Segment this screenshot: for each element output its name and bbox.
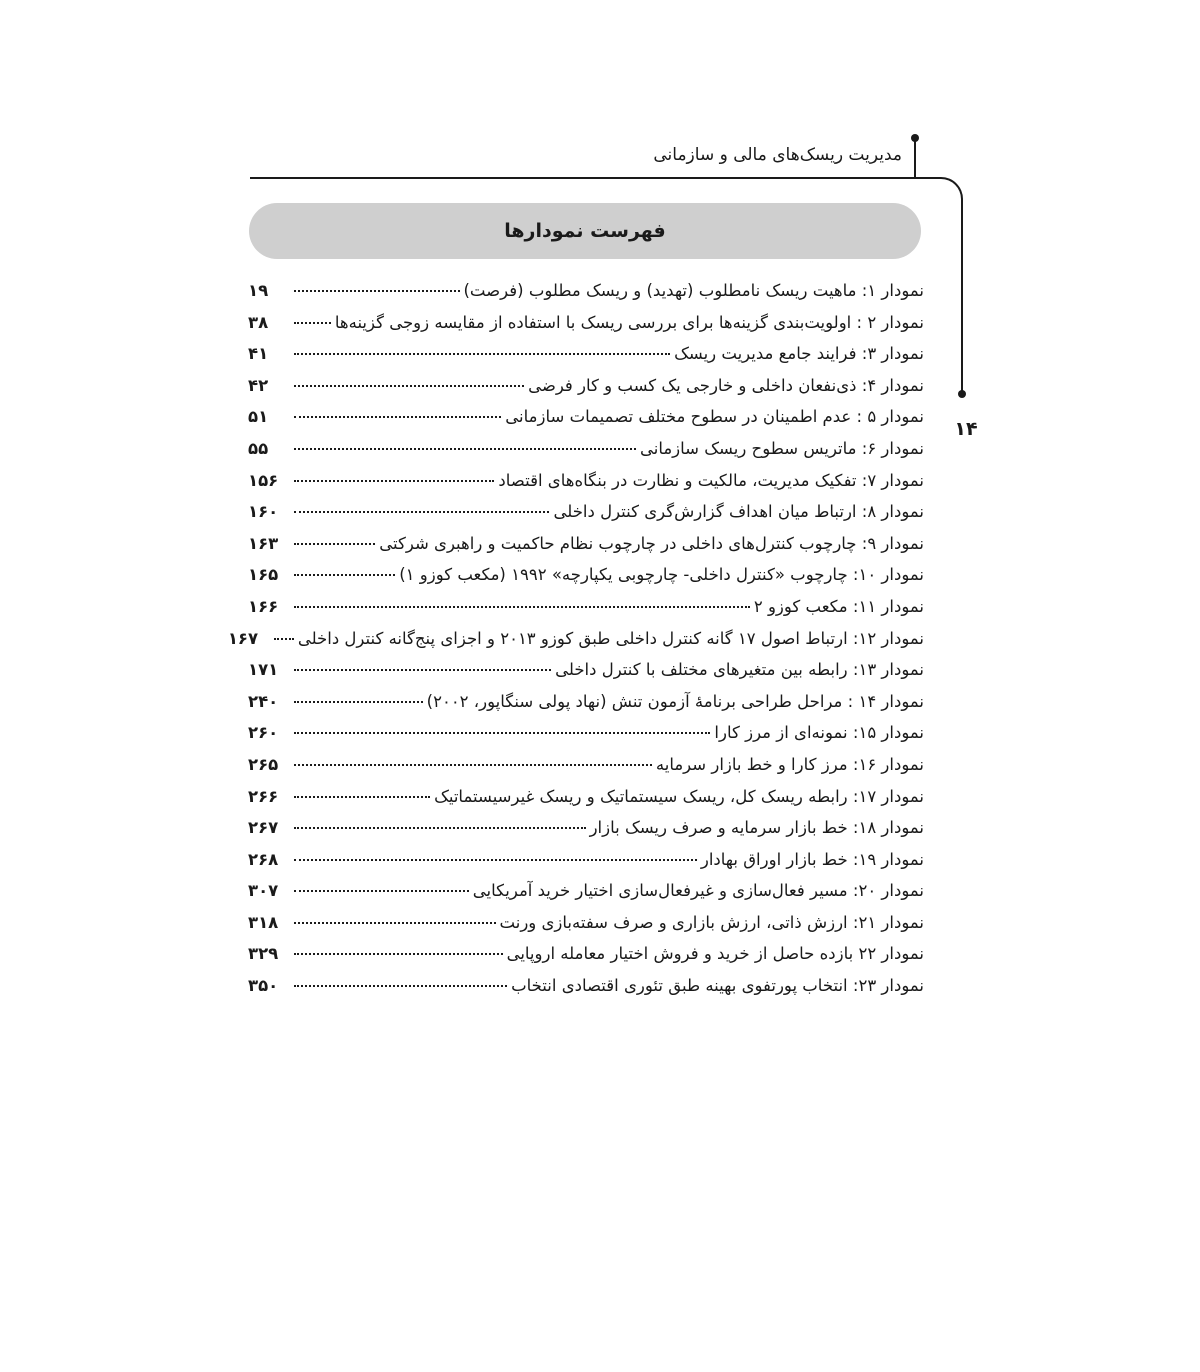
toc-entry	[248, 471, 924, 503]
toc-entry-label: نمودار ۵ : عدم اطمینان در سطوح مختلف تصمیمات سازمانی	[505, 407, 924, 427]
toc-entry-label: نمودار ۹: چارچوب کنترل‌های داخلی در چارچوب نظام حاکمیت و راهبری شرکتی	[379, 533, 924, 553]
header-bracket-dot	[911, 134, 919, 142]
toc-entry-page: ۱۶۳	[248, 533, 279, 553]
toc-entry-page: ۱۶۷	[227, 628, 259, 648]
toc-entry-page: ۲۶۸	[248, 849, 279, 869]
dot-leader	[294, 606, 750, 608]
header-rule	[250, 177, 940, 179]
toc-entry-page: ۱۷۱	[248, 660, 279, 680]
toc-entry-label: نمودار ۸: ارتباط میان اهداف گزارش‌گری کنترل داخلی	[553, 502, 924, 522]
toc-entry-page: ۲۴۰	[248, 691, 279, 711]
toc-entry	[248, 407, 924, 439]
running-head: مدیریت ریسک‌های مالی و سازمانی	[653, 145, 902, 165]
toc-entry	[248, 692, 924, 724]
toc-entry-label: نمودار ۱۲: ارتباط اصول ۱۷ گانه کنترل داخلی طبق کوزو ۲۰۱۳ و اجزای پنج‌گانه کنترل داخلی	[297, 628, 924, 648]
toc-entry-label: نمودار ۱۷: رابطه ریسک کل، ریسک سیستماتیک و ریسک غیرسیستماتیک	[434, 786, 924, 806]
toc-list	[227, 281, 924, 1008]
toc-entry-page: ۱۶۰	[248, 502, 279, 522]
margin-rule-dot	[958, 390, 966, 398]
toc-entry-page: ۱۵۶	[248, 470, 279, 490]
header-bracket	[914, 138, 916, 178]
toc-entry-page: ۲۶۰	[248, 723, 279, 743]
toc-entry	[248, 818, 924, 850]
toc-entry-label: نمودار ۴: ذی‌نفعان داخلی و خارجی یک کسب و کار فرضی	[528, 375, 924, 395]
toc-entry	[248, 313, 924, 345]
toc-entry-label: نمودار ۱۰: چارچوب «کنترل داخلی- چارچوبی یکپارچه» ۱۹۹۲ (مکعب کوزو ۱)	[399, 565, 924, 585]
dot-leader	[294, 574, 395, 576]
margin-corner-curve	[935, 177, 963, 207]
toc-entry-label: نمودار ۲۲ بازده حاصل از خرید و فروش اختیار معامله اروپایی	[506, 944, 924, 964]
dot-leader	[294, 353, 670, 355]
toc-entry-page: ۱۹	[248, 281, 269, 300]
toc-entry-label: نمودار ۱۶: مرز کارا و خط بازار سرمایه	[655, 754, 924, 774]
toc-entry-label: نمودار ۱: ماهیت ریسک نامطلوب (تهدید) و ریسک مطلوب (فرصت)	[463, 281, 924, 300]
dot-leader	[294, 543, 375, 545]
dot-leader	[294, 669, 551, 671]
toc-entry-label: نمودار ۷: تفکیک مدیریت، مالکیت و نظارت در بنگاه‌های اقتصاد	[498, 470, 924, 490]
title-bar	[249, 203, 921, 259]
toc-entry	[248, 787, 924, 819]
toc-entry-label: نمودار ۲۰: مسیر فعال‌سازی و غیرفعال‌سازی اختیار خرید آمریکایی	[472, 881, 924, 901]
dot-leader	[294, 322, 331, 324]
dot-leader	[294, 764, 652, 766]
page-title: فهرست نمودارها	[504, 220, 666, 242]
toc-entry-page: ۱۶۵	[248, 565, 279, 585]
toc-entry	[248, 976, 924, 1008]
toc-entry-page: ۲۶۶	[248, 786, 279, 806]
toc-entry-page: ۲۶۵	[248, 754, 279, 774]
toc-entry-page: ۳۸	[248, 312, 269, 332]
dot-leader	[294, 448, 636, 450]
toc-entry-label: نمودار ۱۵: نمونه‌ای از مرز کارا	[714, 723, 924, 743]
toc-entry	[248, 565, 924, 597]
toc-entry-page: ۳۵۰	[248, 976, 279, 996]
dot-leader	[294, 480, 494, 482]
toc-entry	[248, 881, 924, 913]
dot-leader	[294, 796, 430, 798]
dot-leader	[294, 511, 549, 513]
toc-entry-label: نمودار ۱۱: مکعب کوزو ۲	[753, 596, 924, 616]
toc-entry-page: ۲۶۷	[248, 818, 279, 838]
toc-entry-label: نمودار ۱۳: رابطه بین متغیرهای مختلف با کنترل داخلی	[555, 660, 924, 680]
toc-entry-page: ۴۱	[248, 344, 269, 364]
toc-entry-label: نمودار ۱۴ : مراحل طراحی برنامهٔ آزمون تنش (نهاد پولی سنگاپور، ۲۰۰۲)	[426, 691, 924, 711]
dot-leader	[294, 827, 586, 829]
toc-entry	[248, 755, 924, 787]
toc-entry	[248, 439, 924, 471]
dot-leader	[294, 385, 524, 387]
toc-entry-label: نمودار ۲ : اولویت‌بندی گزینه‌ها برای بررسی ریسک با استفاده از مقایسه زوجی گزینه‌ها	[334, 312, 924, 332]
toc-entry-label: نمودار ۲۳: انتخاب پورتفوی بهینه طبق تئوری اقتصادی انتخاب	[511, 976, 924, 996]
dot-leader	[294, 985, 507, 987]
toc-entry	[248, 660, 924, 692]
toc-entry	[248, 913, 924, 945]
toc-entry	[248, 944, 924, 976]
dot-leader	[294, 416, 501, 418]
toc-entry	[248, 502, 924, 534]
toc-entry	[248, 376, 924, 408]
toc-entry-label: نمودار ۶: ماتریس سطوح ریسک سازمانی	[639, 438, 924, 458]
margin-side-rule	[961, 205, 963, 393]
toc-entry-page: ۴۲	[248, 375, 269, 395]
dot-leader	[294, 732, 710, 734]
toc-entry	[248, 281, 924, 313]
page-number: ۱۴	[954, 418, 978, 440]
toc-entry	[227, 628, 924, 661]
toc-entry-page: ۱۶۶	[248, 596, 279, 616]
toc-entry	[248, 723, 924, 755]
toc-entry-label: نمودار ۲۱: ارزش ذاتی، ارزش بازاری و صرف سفته‌بازی ورنت	[499, 912, 924, 932]
toc-entry-page: ۳۰۷	[248, 881, 279, 901]
toc-entry-page: ۵۱	[248, 407, 269, 427]
toc-entry-label: نمودار ۳: فرایند جامع مدیریت ریسک	[674, 344, 924, 364]
dot-leader	[294, 953, 503, 955]
toc-entry	[248, 534, 924, 566]
toc-entry	[248, 344, 924, 376]
toc-entry-page: ۳۲۹	[248, 944, 279, 964]
dot-leader	[294, 922, 496, 924]
dot-leader	[294, 859, 697, 861]
dot-leader	[294, 890, 469, 892]
toc-entry	[248, 597, 924, 629]
toc-entry	[248, 850, 924, 882]
toc-entry-label: نمودار ۱۹: خط بازار اوراق بهادار	[700, 849, 924, 869]
dot-leader	[294, 701, 423, 703]
toc-entry-page: ۳۱۸	[248, 912, 279, 932]
toc-entry-label: نمودار ۱۸: خط بازار سرمایه و صرف ریسک بازار	[589, 818, 924, 838]
dot-leader	[274, 638, 294, 640]
toc-entry-page: ۵۵	[248, 438, 269, 458]
dot-leader	[294, 290, 460, 292]
